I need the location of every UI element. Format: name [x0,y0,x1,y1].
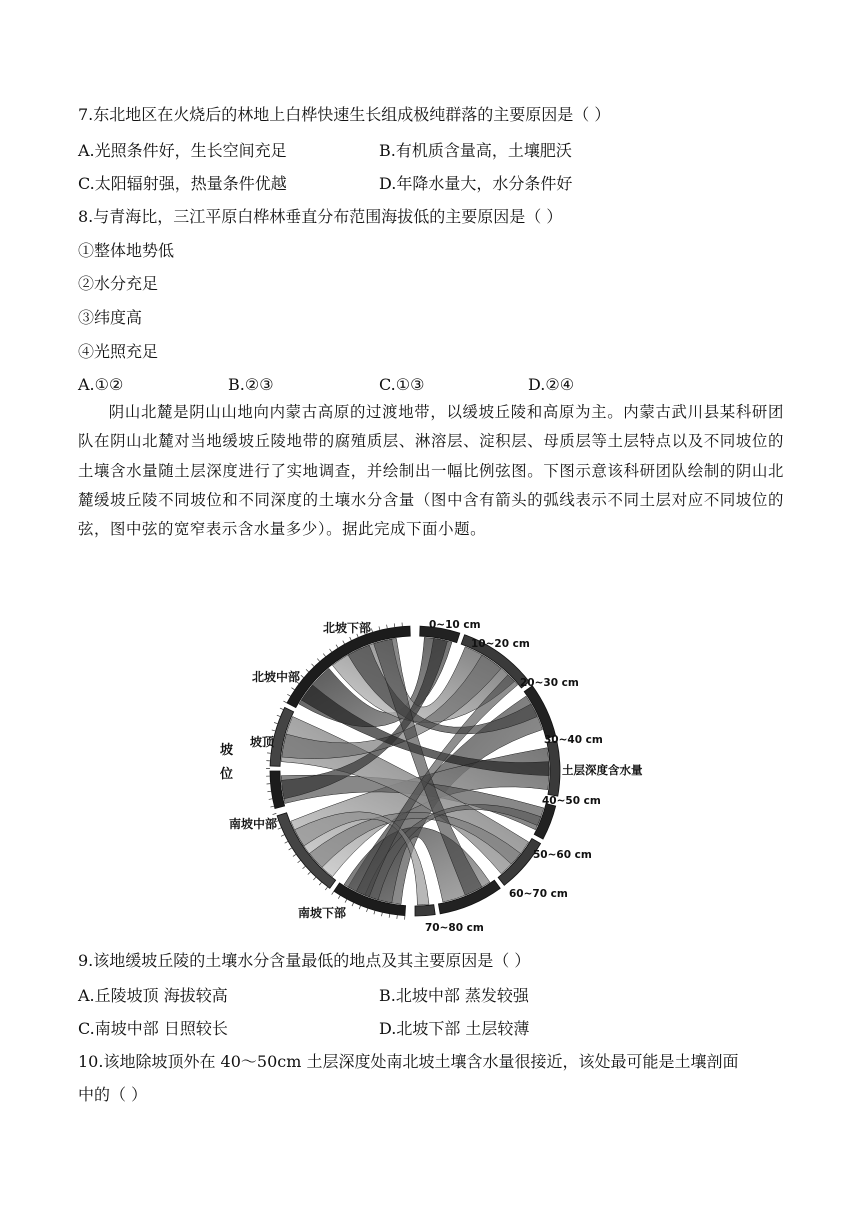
ring-tick [278,828,282,830]
q8-option-d: D.②④ [528,375,575,394]
ring-tick [267,791,271,792]
q9-option-d: D.北坡下部 土层较薄 [379,1019,530,1038]
q7-option-a: A.光照条件好，生长空间充足 [78,141,287,160]
ring-tick [350,637,352,641]
ring-tick [285,841,288,843]
slope-label: 北坡下部 [323,621,372,635]
q9-option-b: B.北坡中部 蒸发较强 [379,986,529,1005]
ring-tick [325,887,327,890]
slope-label: 坡顶 [250,735,275,749]
q9-stem: 9.该地缓坡丘陵的土壤水分含量最低的地点及其主要原因是（ ） [78,951,531,970]
passage-text: 阴山北麓是阴山山地向内蒙古高原的过渡地带，以缓坡丘陵和高原为主。内蒙古武川县某科研团队在阴山北麓对当地缓坡丘陵地带的腐殖质层、淋溶层、淀积层、母质层等土层特点以及不同坡位的土壤含水量随土层深度进行了实地调查，并绘制出一幅比例弦图。下图示意该科研团队绘制的阴山北麓缓坡丘陵不同坡位和不同深度的土壤水分含量（图中含有箭头的弧线表示不同土层对应不同坡位的弦，图中弦的宽窄表示含水量多少）。据此完成下面小题。 [78,403,784,539]
ring-tick [311,664,314,667]
q8-item-2: ②水分充足 [78,274,159,293]
q10-stem-line-1: 10.该地除坡顶外在 40～50cm 土层深度处南北坡土壤含水量很接近，该处最可能是土壤剖面 [78,1052,739,1071]
q8-stem: 8.与青海比，三江平原白桦林垂直分布范围海拔低的主要原因是（ ） [78,207,563,226]
ring-tick [303,866,306,869]
ring-tick [381,912,382,916]
ring-tick [343,641,345,644]
ring-tick [273,813,277,814]
ring-tick [359,905,360,909]
chord-diagram [210,606,643,936]
q8-option-c: C.①③ [379,375,425,394]
ring-tick [293,854,296,856]
ring-tick [387,625,388,629]
ring-tick [330,649,332,652]
ring-tick [338,895,340,898]
q7-option-c: C.太阳辐射强，热量条件优越 [78,174,287,193]
q8-option-a: A.①② [78,375,124,394]
ring-tick [313,877,316,880]
slope-label: 北坡中部 [252,670,301,684]
ring-tick [281,835,285,837]
slope-label: 南坡下部 [298,906,347,920]
depth-label: 70~80 cm [425,922,484,934]
q8-item-1: ①整体地势低 [78,241,175,260]
ring-tick [280,708,284,710]
ring-tick [272,730,276,731]
ring-tick [289,848,292,850]
ring-tick [308,872,311,875]
ring-tick [291,688,294,690]
ring-tick [345,899,347,903]
ring-tick [352,902,354,906]
ring-tick [379,626,380,630]
ring-tick [389,914,390,918]
depth-label: 土层深度含水量 [562,763,643,777]
q7-option-d: D.年降水量大，水分条件好 [379,174,573,193]
ring-tick [323,654,325,657]
depth-label: 50~60 cm [533,849,592,861]
depth-arc-segment [415,905,435,916]
reading-passage [78,398,784,544]
q7-stem: 7.东北地区在火烧后的林地上白桦快速生长组成极纯群落的主要原因是（ ） [78,105,611,124]
ring-tick [277,715,281,716]
depth-label: 20~30 cm [520,677,579,689]
chord-ribbons [281,637,549,905]
depth-label: 0~10 cm [429,619,481,631]
ring-tick [269,799,273,800]
ring-tick [366,908,367,912]
ring-tick [306,669,309,672]
q9-option-c: C.南坡中部 日照较长 [78,1019,228,1038]
q8-item-3: ③纬度高 [78,308,143,327]
slope-axis-title: 坡 [220,743,234,758]
ring-tick [287,694,290,696]
depth-label: 10~20 cm [471,638,530,650]
ring-tick [332,891,334,894]
ring-tick [298,860,301,862]
q8-item-4: ④光照充足 [78,342,159,361]
depth-label: 60~70 cm [509,888,568,900]
depth-label: 40~50 cm [542,795,601,807]
q7-option-b: B.有机质含量高，土壤肥沃 [379,141,572,160]
ring-tick [371,629,372,633]
slope-axis-title: 位 [220,767,234,782]
ring-tick [394,623,395,627]
ring-tick [317,659,320,662]
q8-option-b: B.②③ [228,375,274,394]
ring-tick [319,882,322,885]
ring-tick [283,701,287,703]
ring-tick [270,806,274,807]
q9-option-a: A.丘陵坡顶 海拔较高 [78,986,228,1005]
ring-tick [301,675,304,678]
slope-label: 南坡中部 [229,817,278,831]
ring-tick [374,910,375,914]
ring-tick [336,645,338,648]
depth-label: 30~40 cm [544,734,603,746]
q10-stem-line-2: 中的（ ） [78,1085,148,1104]
ring-tick [274,722,278,723]
